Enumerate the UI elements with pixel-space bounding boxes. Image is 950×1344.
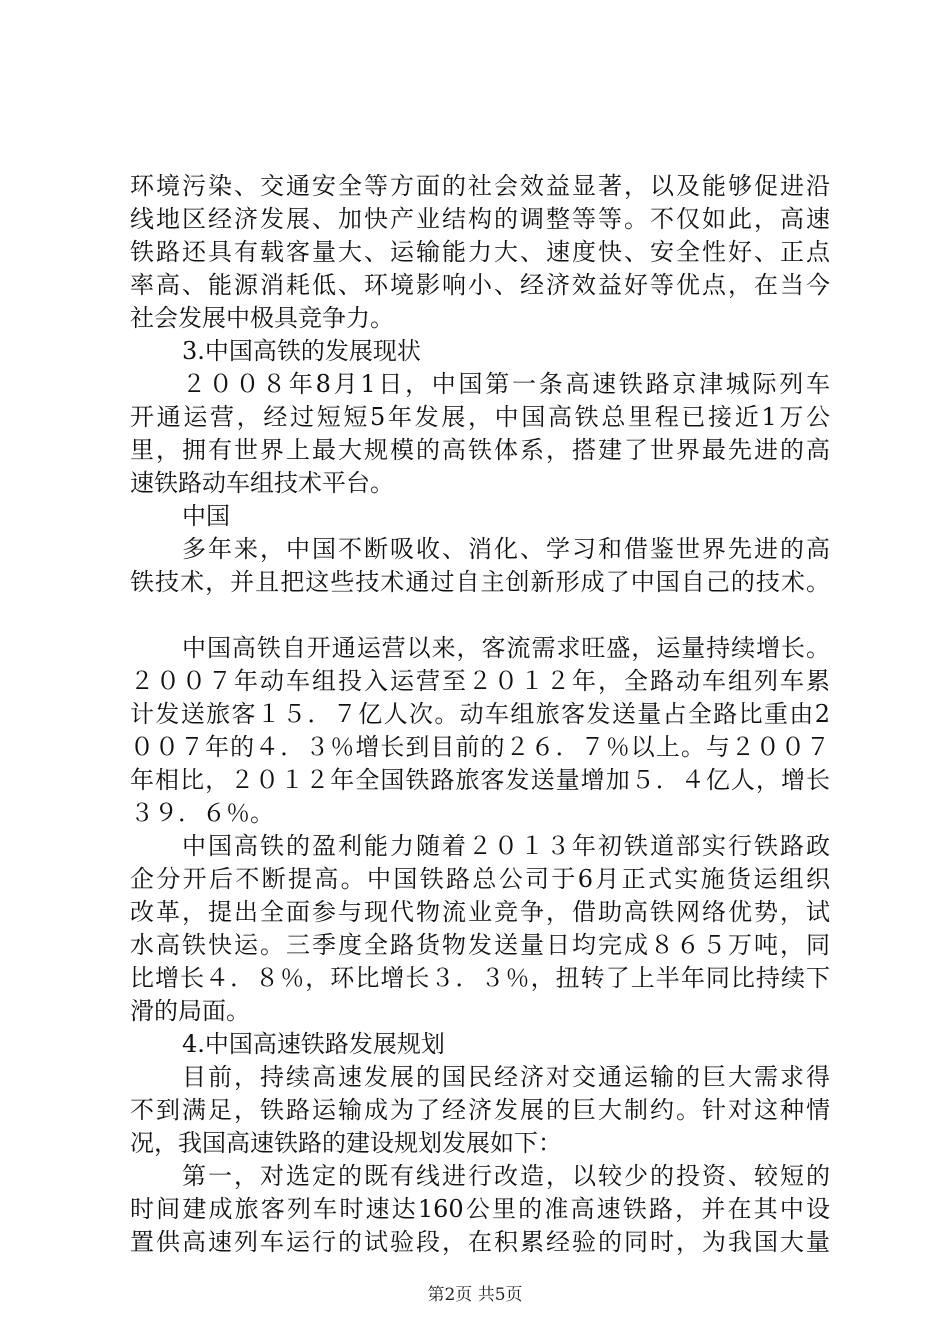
blank-line: [130, 599, 830, 632]
text-line: 比增长４．８％，环比增长３．３％，扭转了上半年同比持续下: [130, 964, 830, 992]
section-heading: 4.中国高速铁路发展规划: [182, 1030, 445, 1058]
text-line: 年相比，２０１２年全国铁路旅客发送量增加５．４亿人，增长: [130, 766, 830, 794]
section-heading: 3.中国高铁的发展现状: [182, 337, 421, 365]
text-line: 中国高铁的盈利能力随着２０１３年初铁道部实行铁路政: [182, 832, 830, 860]
text-line: 开通运营，经过短短5年发展，中国高铁总里程已接近1万公: [130, 403, 830, 431]
text-line: 目前，持续高速发展的国民经济对交通运输的巨大需求得: [182, 1063, 830, 1091]
text-line: 企分开后不断提高。中国铁路总公司于6月正式实施货运组织: [130, 865, 830, 893]
text-line: ２００８年8月1日，中国第一条高速铁路京津城际列车: [182, 370, 830, 398]
text-line: 多年来，中国不断吸收、消化、学习和借鉴世界先进的高: [182, 535, 830, 563]
text-line: 改革，提出全面参与现代物流业竞争，借助高铁网络优势，试: [130, 898, 830, 926]
text-line: 铁路还具有载客量大、运输能力大、速度快、安全性好、正点: [130, 238, 830, 266]
text-line: 第一，对选定的既有线进行改造，以较少的投资、较短的: [182, 1162, 830, 1190]
text-line: ２００７年动车组投入运营至２０１２年，全路动车组列车累: [130, 667, 830, 695]
text-line: 环境污染、交通安全等方面的社会效益显著，以及能够促进沿: [130, 172, 830, 200]
text-line: 况，我国高速铁路的建设规划发展如下：: [130, 1129, 562, 1157]
text-line: 铁技术，并且把这些技术通过自主创新形成了中国自己的技术。: [130, 568, 830, 596]
text-line: 水高铁快运。三季度全路货物发送量日均完成８６５万吨，同: [130, 931, 830, 959]
text-line: 中国高铁自开通运营以来，客流需求旺盛，运量持续增长。: [182, 634, 830, 662]
text-line: 线地区经济发展、加快产业结构的调整等等。不仅如此，高速: [130, 205, 830, 233]
text-line: 不到满足，铁路运输成为了经济发展的巨大制约。针对这种情: [130, 1096, 830, 1124]
text-line: 时间建成旅客列车时速达160公里的准高速铁路，并在其中设: [130, 1195, 830, 1223]
text-line: 社会发展中极具竞争力。: [130, 304, 394, 332]
page-number-footer: 第2页 共5页: [427, 1285, 523, 1305]
text-line: 计发送旅客１５．７亿人次。动车组旅客发送量占全路比重由2: [130, 700, 830, 728]
text-line: 滑的局面。: [130, 997, 250, 1025]
text-line: 率高、能源消耗低、环境影响小、经济效益好等优点，在当今: [130, 271, 830, 299]
document-body: [130, 170, 830, 1259]
text-line: 速铁路动车组技术平台。: [130, 469, 394, 497]
text-line: 中国: [182, 502, 230, 530]
text-line: ００７年的４．３％增长到目前的２６．７％以上。与２００７: [130, 733, 830, 761]
text-line: 置供高速列车运行的试验段，在积累经验的同时，为我国大量: [130, 1228, 830, 1256]
text-line: 里，拥有世界上最大规模的高铁体系，搭建了世界最先进的高: [130, 436, 830, 464]
text-line: ３９．６％。: [130, 799, 274, 827]
